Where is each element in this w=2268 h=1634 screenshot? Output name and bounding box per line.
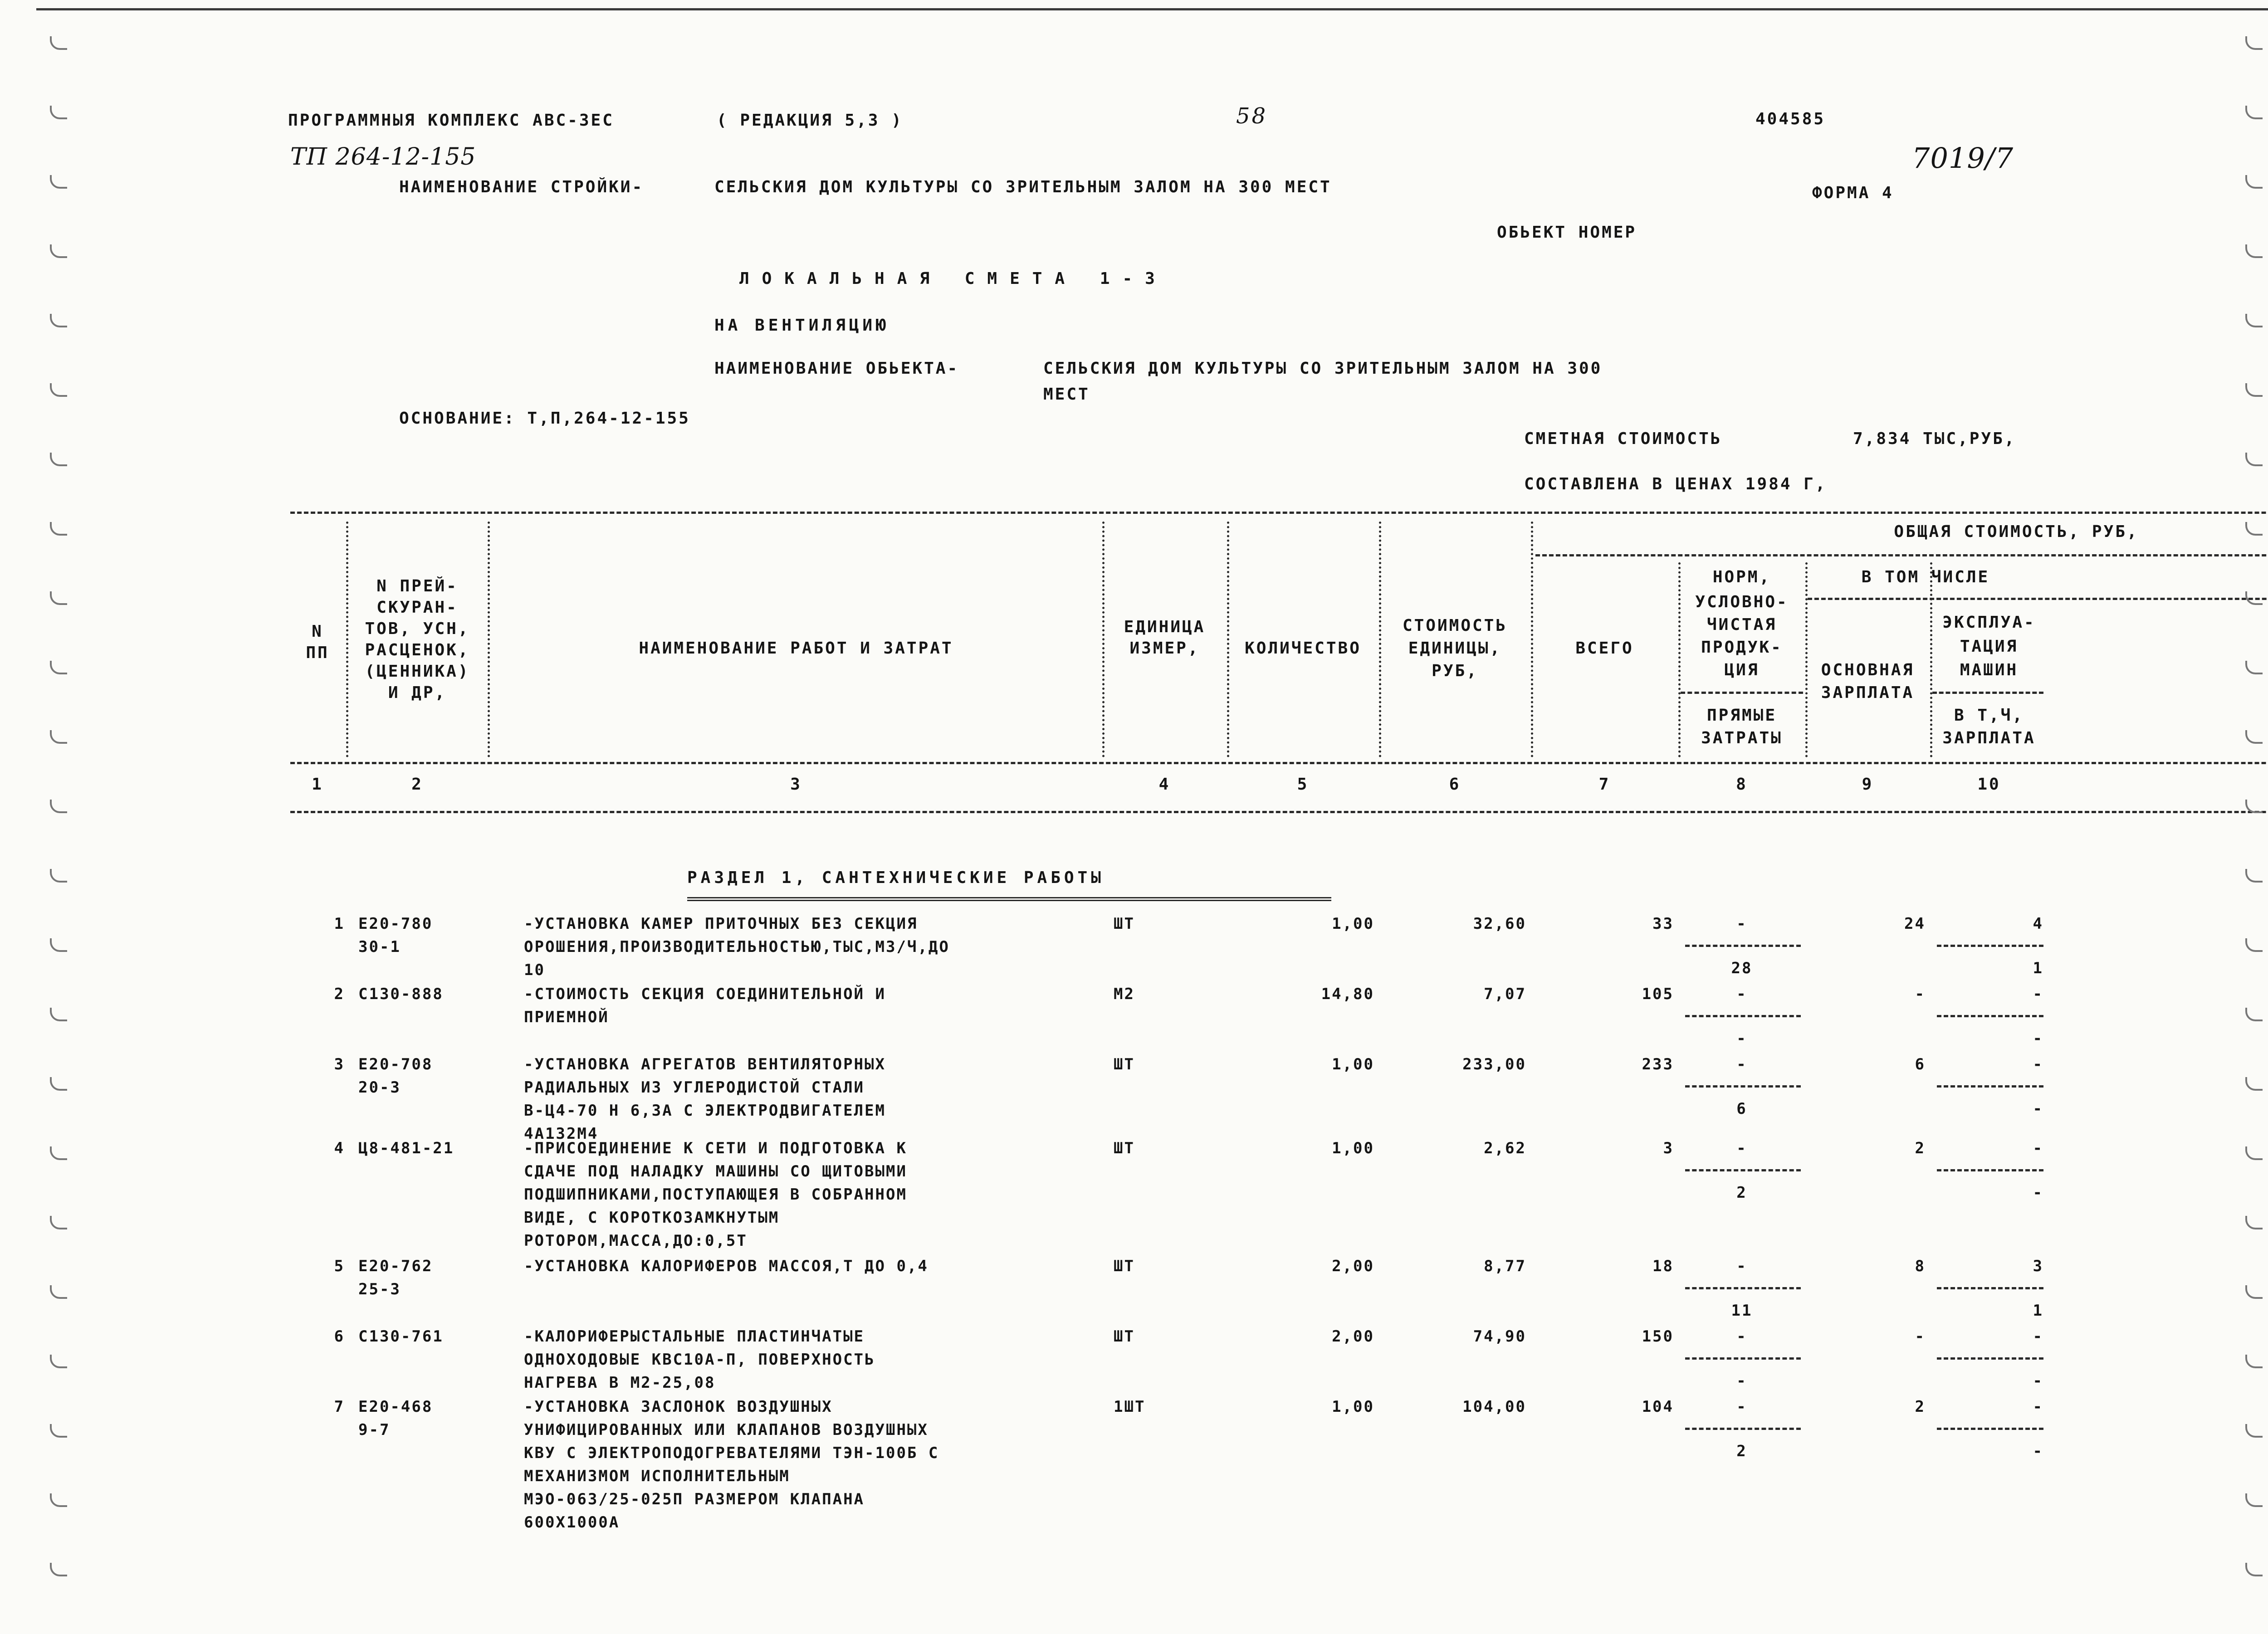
estimate-title: ЛОКАЛЬНАЯ СМЕТА 1-3 [739, 269, 1168, 288]
machine-salary: - [2033, 1442, 2043, 1460]
machine-salary: - [2033, 1184, 2043, 1202]
program-name: ПРОГРАММНЫЯ КОМПЛЕКС АВС-ЗЕС [288, 111, 614, 130]
section-underline [687, 897, 1331, 901]
net-production: - [1736, 1257, 1747, 1275]
net-production: - [1736, 915, 1747, 933]
feed-hole [2245, 1077, 2263, 1091]
rate-code: 30-1 [358, 938, 401, 956]
feed-hole [50, 453, 67, 466]
work-description: -УСТАНОВКА КАМЕР ПРИТОЧНЫХ БЕЗ СЕКЦИЯ [524, 915, 918, 933]
row-number: 4 [334, 1139, 345, 1157]
base-salary: 6 [1915, 1055, 1926, 1073]
rate-code: Ц8-481-21 [358, 1139, 455, 1157]
machine-operation: - [2033, 1327, 2043, 1346]
feed-hole [50, 244, 67, 258]
top-rule [36, 8, 2268, 10]
col10-sub-rule [1932, 692, 2043, 694]
feed-hole [50, 1355, 67, 1368]
unit-price: 8,77 [1484, 1257, 1526, 1275]
col-number: 9 [1862, 775, 1874, 794]
unit-of-measure: 1ШТ [1114, 1398, 1146, 1416]
col8-header: НОРМ, [1712, 568, 1771, 586]
row-number: 7 [334, 1398, 345, 1416]
rate-code: Е20-468 [358, 1398, 433, 1416]
net-production: - [1736, 1055, 1747, 1073]
feed-hole [50, 591, 67, 605]
machine-salary: 1 [2033, 959, 2043, 977]
unit-of-measure: ШТ [1114, 1055, 1135, 1073]
col4-header: ИЗМЕР, [1129, 639, 1200, 658]
rate-code: Е20-762 [358, 1257, 433, 1275]
work-description: -КАЛОРИФЕРЫСТАЛЬНЫЕ ПЛАСТИНЧАТЫЕ [524, 1327, 865, 1346]
quantity: 2,00 [1332, 1327, 1374, 1346]
work-description: ОДНОХОДОВЫЕ КВС10А-П, ПОВЕРХНОСТЬ [524, 1351, 875, 1369]
work-description: НАГРЕВА В М2-25,08 [524, 1374, 716, 1392]
rate-code: С130-888 [358, 985, 444, 1003]
rate-code: С130-761 [358, 1327, 444, 1346]
col8-sub-rule [1681, 692, 1803, 694]
work-description: 600Х1000А [524, 1513, 620, 1532]
feed-hole [2245, 1355, 2263, 1368]
feed-hole [2245, 453, 2263, 466]
feed-hole [2245, 36, 2263, 50]
unit-price: 2,62 [1484, 1139, 1526, 1157]
work-description: МЭО-063/25-025П РАЗМЕРОМ КЛАПАНА [524, 1490, 865, 1508]
cell-divider [1685, 945, 1801, 947]
quantity: 14,80 [1321, 985, 1374, 1003]
col2-header: И ДР, [388, 683, 447, 702]
section-title: РАЗДЕЛ 1, САНТЕХНИЧЕСКИЕ РАБОТЫ [687, 868, 1105, 887]
feed-hole [50, 800, 67, 813]
work-description: -ПРИСОЕДИНЕНИЕ К СЕТИ И ПОДГОТОВКА К [524, 1139, 907, 1157]
unit-price: 74,90 [1473, 1327, 1526, 1346]
col4-header: ЕДИНИЦА [1124, 618, 1206, 636]
direct-costs: 11 [1731, 1302, 1753, 1320]
cell-divider [1937, 1169, 2043, 1171]
cell-divider [1937, 1287, 2043, 1289]
col2-header: РАСЦЕНОК, [365, 641, 470, 659]
cell-divider [1685, 1428, 1801, 1430]
unit-price: 233,00 [1462, 1055, 1526, 1073]
row-number: 2 [334, 985, 345, 1003]
row-number: 6 [334, 1327, 345, 1346]
work-description: РОТОРОМ,МАССА,ДО:0,5Т [524, 1232, 748, 1250]
header-rule-group [1535, 554, 2268, 556]
col8-header: ЦИЯ [1724, 661, 1760, 679]
unit-price: 104,00 [1462, 1398, 1526, 1416]
work-description: ВИДЕ, С КОРОТКОЗАМКНУТЫМ [524, 1209, 780, 1227]
quantity: 1,00 [1332, 1398, 1374, 1416]
col10-header: МАШИН [1960, 661, 2019, 679]
estimate-purpose: НА ВЕНТИЛЯЦИЮ [714, 316, 890, 335]
work-description: 10 [524, 961, 545, 979]
machine-salary: - [2033, 1100, 2043, 1118]
including-header: В ТОМ ЧИСЛЕ [1861, 568, 1990, 586]
handwritten-number: 7019/7 [1912, 141, 2014, 175]
feed-hole [50, 106, 67, 119]
feed-hole [2245, 383, 2263, 397]
col-sep [1531, 522, 1533, 757]
unit-price: 32,60 [1473, 915, 1526, 933]
col8b-header: ЗАТРАТЫ [1701, 729, 1783, 747]
feed-hole [50, 869, 67, 883]
feed-hole [2245, 1424, 2263, 1438]
feed-hole [50, 1285, 67, 1299]
col-sep [1805, 562, 1808, 757]
feed-hole [2245, 938, 2263, 952]
direct-costs: 28 [1731, 959, 1753, 977]
machine-operation: - [2033, 1398, 2043, 1416]
feed-hole [50, 1493, 67, 1507]
cell-divider [1937, 945, 2043, 947]
feed-hole [2245, 1146, 2263, 1160]
total-cost: 104 [1642, 1398, 1674, 1416]
cell-divider [1937, 1357, 2043, 1360]
document-code: 404585 [1755, 110, 1826, 128]
feed-hole [2245, 106, 2263, 119]
col9-header: ОСНОВНАЯ [1821, 661, 1915, 679]
total-cost: 233 [1642, 1055, 1674, 1073]
col-number: 4 [1158, 775, 1171, 794]
rate-code: 9-7 [358, 1421, 391, 1439]
row-number: 1 [334, 915, 345, 933]
total-cost-group-header: ОБЩАЯ СТОИМОСТЬ, РУБ, [1894, 522, 2139, 541]
work-description: -УСТАНОВКА КАЛОРИФЕРОВ МАССОЯ,Т ДО 0,4 [524, 1257, 929, 1275]
work-description: 4А132М4 [524, 1125, 599, 1143]
machine-operation: 4 [2033, 915, 2043, 933]
col-sep [1379, 522, 1381, 757]
feed-hole [2245, 1008, 2263, 1021]
col-sep [1930, 562, 1932, 757]
cell-divider [1685, 1287, 1801, 1289]
cell-divider [1685, 1169, 1801, 1171]
feed-hole [2245, 1563, 2263, 1576]
col-sep [1678, 562, 1681, 757]
feed-hole [50, 1146, 67, 1160]
machine-salary: - [2033, 1372, 2043, 1390]
work-description: -УСТАНОВКА ЗАСЛОНОК ВОЗДУШНЫХ [524, 1398, 833, 1416]
work-description: -УСТАНОВКА АГРЕГАТОВ ВЕНТИЛЯТОРНЫХ [524, 1055, 886, 1073]
direct-costs: 2 [1736, 1442, 1747, 1460]
total-cost: 150 [1642, 1327, 1674, 1346]
total-cost: 3 [1663, 1139, 1674, 1157]
basis: ОСНОВАНИЕ: Т,П,264-12-155 [399, 409, 690, 428]
machine-salary: - [2033, 1029, 2043, 1048]
work-description: ПОДШИПНИКАМИ,ПОСТУПАЮЩЕЯ В СОБРАННОМ [524, 1185, 907, 1204]
col2-header: N ПРЕЙ- [376, 577, 458, 595]
base-salary: 2 [1915, 1398, 1926, 1416]
base-salary: 2 [1915, 1139, 1926, 1157]
row-number: 5 [334, 1257, 345, 1275]
col8-header: УСЛОВНО- [1695, 593, 1789, 611]
feed-hole [2245, 869, 2263, 883]
machine-operation: - [2033, 1139, 2043, 1157]
col-number: 3 [790, 775, 802, 794]
work-description: МЕХАНИЗМОМ ИСПОЛНИТЕЛЬНЫМ [524, 1467, 790, 1485]
col8b-header: ПРЯМЫЕ [1706, 706, 1777, 725]
quantity: 1,00 [1332, 915, 1374, 933]
machine-operation: 3 [2033, 1257, 2043, 1275]
feed-hole [2245, 175, 2263, 189]
unit-price: 7,07 [1484, 985, 1526, 1003]
feed-hole [50, 1424, 67, 1438]
work-description: ОРОШЕНИЯ,ПРОИЗВОДИТЕЛЬНОСТЬЮ,ТЫС,М3/Ч,ДО [524, 938, 950, 956]
direct-costs: - [1736, 1372, 1747, 1390]
col7-header: ВСЕГО [1575, 639, 1634, 658]
base-salary: 8 [1915, 1257, 1926, 1275]
construction-name: СЕЛЬСКИЯ ДОМ КУЛЬТУРЫ СО ЗРИТЕЛЬНЫМ ЗАЛОМ НА 300 МЕСТ [714, 178, 1332, 196]
work-description: УНИФИЦИРОВАННЫХ ИЛИ КЛАПАНОВ ВОЗДУШНЫХ [524, 1421, 929, 1439]
row-number: 3 [334, 1055, 345, 1073]
object-label: НАИМЕНОВАНИЕ ОБЬЕКТА- [714, 359, 959, 378]
feed-hole [50, 314, 67, 327]
total-cost: 18 [1652, 1257, 1674, 1275]
work-description: -СТОИМОСТЬ СЕКЦИЯ СОЕДИНИТЕЛЬНОЙ И [524, 985, 886, 1003]
rate-code: Е20-780 [358, 915, 433, 933]
unit-of-measure: ШТ [1114, 1139, 1135, 1157]
col-number: 5 [1297, 775, 1309, 794]
col1-header-pp: ПП [306, 644, 329, 662]
feed-hole [50, 1563, 67, 1576]
cost-value: 7,834 ТЫС,РУБ, [1853, 429, 2016, 448]
unit-of-measure: ШТ [1114, 915, 1135, 933]
work-description: КВУ С ЭЛЕКТРОПОДОГРЕВАТЕЛЯМИ ТЭН-100Б С [524, 1444, 939, 1462]
col10-header: ТАЦИЯ [1960, 637, 2019, 656]
handwritten-project: ТП 264-12-155 [290, 143, 476, 171]
col2-header: СКУРАН- [376, 598, 458, 617]
col8-header: ПРОДУК- [1701, 638, 1783, 657]
work-description: СДАЧЕ ПОД НАЛАДКУ МАШИНЫ СО ЩИТОВЫМИ [524, 1162, 907, 1180]
col-sep [1102, 522, 1105, 757]
work-description: В-Ц4-70 Н 6,3А С ЭЛЕКТРОДВИГАТЕЛЕМ [524, 1102, 886, 1120]
col-sep [488, 522, 490, 757]
col-number: 7 [1598, 775, 1611, 794]
total-cost: 33 [1652, 915, 1674, 933]
unit-of-measure: ШТ [1114, 1327, 1135, 1346]
header-rule-mid [290, 762, 2268, 764]
feed-hole [2245, 661, 2263, 674]
feed-hole [50, 522, 67, 536]
col9-header: ЗАРПЛАТА [1821, 683, 1915, 702]
cost-label: СМЕТНАЯ СТОИМОСТЬ [1524, 429, 1722, 448]
cell-divider [1685, 1015, 1801, 1017]
feed-hole [2245, 1216, 2263, 1229]
base-salary: 24 [1904, 915, 1926, 933]
col-number: 6 [1449, 775, 1461, 794]
net-production: - [1736, 1139, 1747, 1157]
object-number: ОБЬЕКТ НОМЕР [1497, 223, 1637, 242]
col1-header-n: N [312, 622, 323, 641]
prices-basis: СОСТАВЛЕНА В ЦЕНАХ 1984 Г, [1524, 475, 1827, 493]
work-description: ПРИЕМНОЙ [524, 1008, 609, 1026]
cell-divider [1937, 1085, 2043, 1088]
col-sep [1227, 522, 1229, 757]
direct-costs: 6 [1736, 1100, 1747, 1118]
col2-header: ТОВ, УСН, [365, 619, 470, 638]
including-rule [1808, 598, 2268, 600]
feed-hole [2245, 314, 2263, 327]
unit-of-measure: ШТ [1114, 1257, 1135, 1275]
col-number: 10 [1977, 775, 2001, 794]
base-salary: - [1915, 1327, 1926, 1346]
col-number: 2 [411, 775, 423, 794]
net-production: - [1736, 1327, 1747, 1346]
direct-costs: - [1736, 1029, 1747, 1048]
col6-header: ЕДИНИЦЫ, [1408, 639, 1502, 658]
col6-header: РУБ, [1432, 662, 1478, 680]
machine-operation: - [2033, 985, 2043, 1003]
unit-of-measure: М2 [1114, 985, 1135, 1003]
cell-divider [1685, 1357, 1801, 1360]
quantity: 1,00 [1332, 1139, 1374, 1157]
rate-code: Е20-708 [358, 1055, 433, 1073]
feed-hole [50, 1008, 67, 1021]
feed-hole [2245, 1493, 2263, 1507]
rate-code: 20-3 [358, 1078, 401, 1097]
col-number: 1 [312, 775, 323, 794]
feed-hole [2245, 730, 2263, 744]
col-sep [346, 522, 348, 757]
header-rule-top [290, 512, 2268, 514]
cell-divider [1937, 1015, 2043, 1017]
total-cost: 105 [1642, 985, 1674, 1003]
object-name-line1: СЕЛЬСКИЯ ДОМ КУЛЬТУРЫ СО ЗРИТЕЛЬНЫМ ЗАЛОМ НА 300 [1043, 359, 1603, 378]
col10-header: ЭКСПЛУА- [1942, 613, 2036, 632]
col2-header: (ЦЕННИКА) [365, 662, 470, 681]
col10b-header: В Т,Ч, [1954, 706, 2024, 725]
base-salary: - [1915, 985, 1926, 1003]
edition-label: ( РЕДАКЦИЯ 5,3 ) [717, 111, 903, 130]
feed-hole [50, 938, 67, 952]
cell-divider [1937, 1428, 2043, 1430]
machine-salary: 1 [2033, 1302, 2043, 1320]
cell-divider [1685, 1085, 1801, 1088]
feed-hole [50, 661, 67, 674]
net-production: - [1736, 985, 1747, 1003]
col10b-header: ЗАРПЛАТА [1942, 729, 2036, 747]
work-description: РАДИАЛЬНЫХ ИЗ УГЛЕРОДИСТОЙ СТАЛИ [524, 1078, 865, 1097]
col6-header: СТОИМОСТЬ [1402, 616, 1508, 635]
col3-header: НАИМЕНОВАНИЕ РАБОТ И ЗАТРАТ [639, 639, 953, 658]
feed-hole [50, 36, 67, 50]
rate-code: 25-3 [358, 1280, 401, 1298]
page-number: 58 [1236, 103, 1268, 129]
net-production: - [1736, 1398, 1747, 1416]
col8-header: ЧИСТАЯ [1706, 615, 1777, 634]
feed-hole [2245, 1285, 2263, 1299]
header-rule-bottom [290, 811, 2268, 813]
feed-hole [2245, 591, 2263, 605]
quantity: 1,00 [1332, 1055, 1374, 1073]
quantity: 2,00 [1332, 1257, 1374, 1275]
machine-operation: - [2033, 1055, 2043, 1073]
feed-hole [50, 1077, 67, 1091]
col-number: 8 [1736, 775, 1748, 794]
construction-label: НАИМЕНОВАНИЕ СТРОЙКИ- [399, 178, 644, 196]
feed-hole [50, 1216, 67, 1229]
col5-header: КОЛИЧЕСТВО [1245, 639, 1361, 658]
feed-hole [50, 383, 67, 397]
feed-hole [50, 730, 67, 744]
feed-hole [50, 175, 67, 189]
form-label: ФОРМА 4 [1812, 184, 1894, 202]
feed-hole [2245, 244, 2263, 258]
direct-costs: 2 [1736, 1184, 1747, 1202]
object-name-line2: МЕСТ [1043, 385, 1090, 404]
